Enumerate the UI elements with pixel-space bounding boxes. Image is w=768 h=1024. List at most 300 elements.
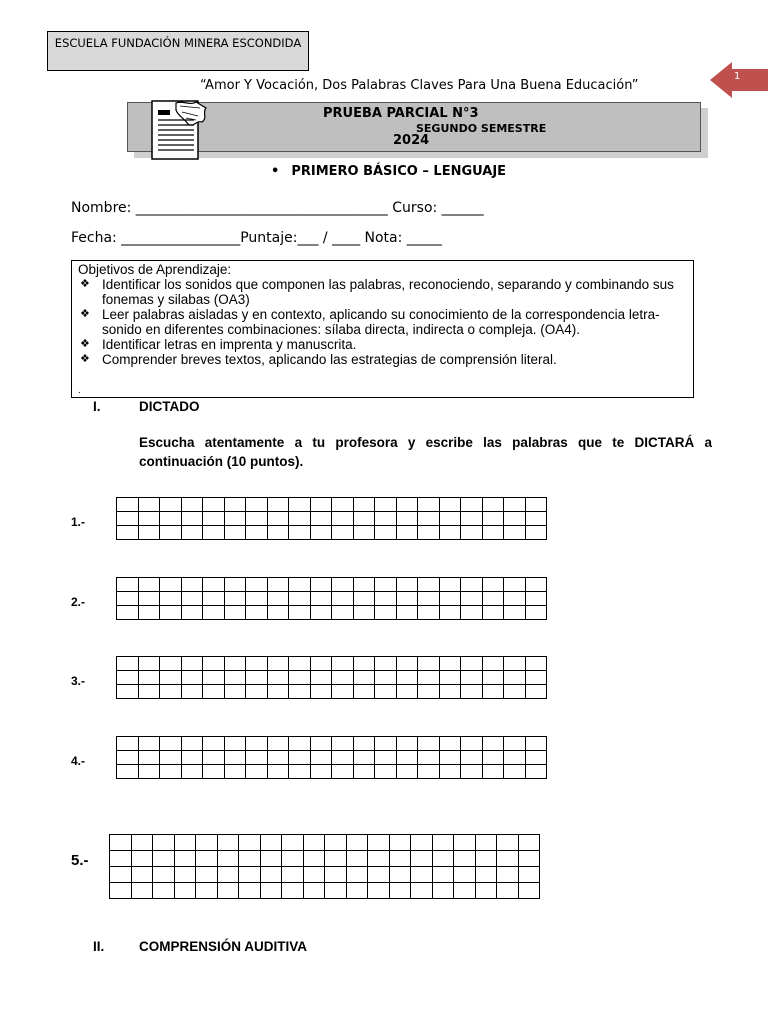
grid-cell[interactable] [346,867,368,883]
grid-cell[interactable] [396,751,418,765]
grid-cell[interactable] [368,883,390,899]
grid-cell[interactable] [246,498,268,512]
grid-cell[interactable] [246,685,268,699]
grid-cell[interactable] [375,606,397,620]
grid-cell[interactable] [418,685,440,699]
grid-cell[interactable] [454,835,476,851]
grid-cell[interactable] [181,751,203,765]
grid-cell[interactable] [332,765,354,779]
grid-cell[interactable] [482,751,504,765]
grid-cell[interactable] [217,883,239,899]
grid-cell[interactable] [310,671,332,685]
grid-cell[interactable] [196,851,218,867]
grid-cell[interactable] [181,685,203,699]
grid-cell[interactable] [138,657,160,671]
grid-cell[interactable] [504,751,526,765]
grid-cell[interactable] [160,578,182,592]
grid-cell[interactable] [396,685,418,699]
grid-cell[interactable] [138,498,160,512]
grid-cell[interactable] [289,512,311,526]
grid-cell[interactable] [196,867,218,883]
grid-cell[interactable] [411,835,433,851]
grid-cell[interactable] [224,765,246,779]
grid-cell[interactable] [131,883,153,899]
grid-cell[interactable] [482,657,504,671]
grid-cell[interactable] [375,592,397,606]
grid-cell[interactable] [310,737,332,751]
grid-cell[interactable] [246,737,268,751]
grid-cell[interactable] [353,606,375,620]
grid-cell[interactable] [368,867,390,883]
grid-cell[interactable] [239,835,261,851]
grid-cell[interactable] [310,751,332,765]
grid-cell[interactable] [117,685,139,699]
grid-cell[interactable] [454,851,476,867]
grid-cell[interactable] [239,851,261,867]
grid-cell[interactable] [289,526,311,540]
grid-cell[interactable] [504,606,526,620]
grid-cell[interactable] [196,883,218,899]
grid-cell[interactable] [138,765,160,779]
grid-cell[interactable] [174,851,196,867]
grid-cell[interactable] [375,765,397,779]
grid-cell[interactable] [282,835,304,851]
grid-cell[interactable] [267,578,289,592]
grid-cell[interactable] [289,592,311,606]
grid-cell[interactable] [181,606,203,620]
grid-cell[interactable] [217,835,239,851]
grid-cell[interactable] [497,851,519,867]
grid-cell[interactable] [396,606,418,620]
grid-cell[interactable] [396,592,418,606]
grid-cell[interactable] [439,526,461,540]
grid-cell[interactable] [461,512,483,526]
grid-cell[interactable] [138,751,160,765]
grid-cell[interactable] [504,657,526,671]
grid-cell[interactable] [353,671,375,685]
grid-cell[interactable] [504,685,526,699]
grid-cell[interactable] [375,512,397,526]
grid-cell[interactable] [138,512,160,526]
grid-cell[interactable] [461,657,483,671]
grid-cell[interactable] [160,498,182,512]
grid-cell[interactable] [117,512,139,526]
grid-cell[interactable] [375,737,397,751]
grid-cell[interactable] [389,867,411,883]
grid-cell[interactable] [353,751,375,765]
grid-cell[interactable] [461,592,483,606]
grid-cell[interactable] [375,526,397,540]
grid-cell[interactable] [217,851,239,867]
grid-cell[interactable] [518,867,540,883]
grid-cell[interactable] [160,526,182,540]
grid-cell[interactable] [346,851,368,867]
grid-cell[interactable] [117,592,139,606]
grid-cell[interactable] [461,685,483,699]
grid-cell[interactable] [375,671,397,685]
grid-cell[interactable] [432,851,454,867]
grid-cell[interactable] [196,835,218,851]
grid-cell[interactable] [310,657,332,671]
grid-cell[interactable] [117,737,139,751]
grid-cell[interactable] [267,737,289,751]
grid-cell[interactable] [181,737,203,751]
grid-cell[interactable] [396,737,418,751]
dictation-grid[interactable] [116,656,547,699]
grid-cell[interactable] [482,606,504,620]
grid-cell[interactable] [246,671,268,685]
grid-cell[interactable] [525,578,547,592]
dictation-grid[interactable] [109,834,540,899]
grid-cell[interactable] [203,685,225,699]
grid-cell[interactable] [153,867,175,883]
grid-cell[interactable] [439,751,461,765]
grid-cell[interactable] [368,835,390,851]
grid-cell[interactable] [310,526,332,540]
grid-cell[interactable] [518,835,540,851]
grid-cell[interactable] [246,592,268,606]
grid-cell[interactable] [203,606,225,620]
grid-cell[interactable] [260,883,282,899]
grid-cell[interactable] [482,512,504,526]
grid-cell[interactable] [461,751,483,765]
grid-cell[interactable] [117,526,139,540]
grid-cell[interactable] [267,592,289,606]
grid-cell[interactable] [389,883,411,899]
grid-cell[interactable] [131,867,153,883]
grid-cell[interactable] [418,498,440,512]
grid-cell[interactable] [117,751,139,765]
grid-cell[interactable] [310,592,332,606]
grid-cell[interactable] [375,657,397,671]
grid-cell[interactable] [353,578,375,592]
grid-cell[interactable] [246,526,268,540]
grid-cell[interactable] [454,867,476,883]
grid-cell[interactable] [332,512,354,526]
grid-cell[interactable] [411,883,433,899]
grid-cell[interactable] [203,765,225,779]
grid-cell[interactable] [525,765,547,779]
grid-cell[interactable] [131,835,153,851]
grid-cell[interactable] [353,512,375,526]
grid-cell[interactable] [289,765,311,779]
grid-cell[interactable] [418,765,440,779]
grid-cell[interactable] [418,737,440,751]
grid-cell[interactable] [181,512,203,526]
grid-cell[interactable] [181,526,203,540]
grid-cell[interactable] [267,671,289,685]
grid-cell[interactable] [224,671,246,685]
grid-cell[interactable] [310,498,332,512]
grid-cell[interactable] [138,737,160,751]
grid-cell[interactable] [289,737,311,751]
grid-cell[interactable] [289,657,311,671]
grid-cell[interactable] [375,751,397,765]
grid-cell[interactable] [246,606,268,620]
grid-cell[interactable] [475,851,497,867]
grid-cell[interactable] [332,592,354,606]
grid-cell[interactable] [375,498,397,512]
grid-cell[interactable] [282,851,304,867]
grid-cell[interactable] [332,685,354,699]
dictation-grid[interactable] [116,577,547,620]
grid-cell[interactable] [160,751,182,765]
grid-cell[interactable] [518,883,540,899]
grid-cell[interactable] [224,578,246,592]
grid-cell[interactable] [174,883,196,899]
grid-cell[interactable] [353,685,375,699]
grid-cell[interactable] [246,765,268,779]
grid-cell[interactable] [518,851,540,867]
grid-cell[interactable] [160,606,182,620]
grid-cell[interactable] [504,498,526,512]
grid-cell[interactable] [267,657,289,671]
grid-cell[interactable] [475,835,497,851]
grid-cell[interactable] [160,657,182,671]
grid-cell[interactable] [439,606,461,620]
grid-cell[interactable] [353,737,375,751]
grid-cell[interactable] [289,751,311,765]
grid-cell[interactable] [482,498,504,512]
grid-cell[interactable] [224,498,246,512]
grid-cell[interactable] [310,578,332,592]
grid-cell[interactable] [289,578,311,592]
grid-cell[interactable] [117,671,139,685]
grid-cell[interactable] [332,751,354,765]
grid-cell[interactable] [482,671,504,685]
grid-cell[interactable] [525,657,547,671]
grid-cell[interactable] [439,657,461,671]
grid-cell[interactable] [525,498,547,512]
grid-cell[interactable] [310,606,332,620]
dictation-grid[interactable] [116,497,547,540]
grid-cell[interactable] [353,765,375,779]
grid-cell[interactable] [239,883,261,899]
grid-cell[interactable] [411,851,433,867]
grid-cell[interactable] [217,867,239,883]
grid-cell[interactable] [174,867,196,883]
grid-cell[interactable] [439,737,461,751]
grid-cell[interactable] [303,883,325,899]
grid-cell[interactable] [267,526,289,540]
grid-cell[interactable] [346,835,368,851]
grid-cell[interactable] [396,578,418,592]
grid-cell[interactable] [282,867,304,883]
grid-cell[interactable] [482,737,504,751]
grid-cell[interactable] [475,883,497,899]
grid-cell[interactable] [439,578,461,592]
grid-cell[interactable] [439,765,461,779]
grid-cell[interactable] [224,606,246,620]
grid-cell[interactable] [353,498,375,512]
grid-cell[interactable] [246,657,268,671]
grid-cell[interactable] [396,671,418,685]
grid-cell[interactable] [138,526,160,540]
dictation-grid[interactable] [116,736,547,779]
grid-cell[interactable] [332,737,354,751]
grid-cell[interactable] [396,498,418,512]
grid-cell[interactable] [138,606,160,620]
grid-cell[interactable] [353,657,375,671]
grid-cell[interactable] [461,606,483,620]
grid-cell[interactable] [181,498,203,512]
grid-cell[interactable] [504,512,526,526]
grid-cell[interactable] [418,606,440,620]
grid-cell[interactable] [461,578,483,592]
grid-cell[interactable] [482,578,504,592]
grid-cell[interactable] [504,526,526,540]
grid-cell[interactable] [432,883,454,899]
grid-cell[interactable] [325,851,347,867]
grid-cell[interactable] [325,883,347,899]
grid-cell[interactable] [174,835,196,851]
grid-cell[interactable] [418,751,440,765]
grid-cell[interactable] [439,592,461,606]
grid-cell[interactable] [461,765,483,779]
grid-cell[interactable] [368,851,390,867]
grid-cell[interactable] [110,867,132,883]
grid-cell[interactable] [525,606,547,620]
grid-cell[interactable] [224,685,246,699]
grid-cell[interactable] [525,685,547,699]
grid-cell[interactable] [224,751,246,765]
grid-cell[interactable] [525,592,547,606]
grid-cell[interactable] [181,592,203,606]
grid-cell[interactable] [203,498,225,512]
grid-cell[interactable] [418,592,440,606]
grid-cell[interactable] [432,835,454,851]
grid-cell[interactable] [246,751,268,765]
grid-cell[interactable] [138,671,160,685]
grid-cell[interactable] [332,671,354,685]
grid-cell[interactable] [289,671,311,685]
grid-cell[interactable] [160,512,182,526]
grid-cell[interactable] [310,685,332,699]
grid-cell[interactable] [497,835,519,851]
grid-cell[interactable] [461,737,483,751]
grid-cell[interactable] [504,765,526,779]
grid-cell[interactable] [396,512,418,526]
grid-cell[interactable] [246,578,268,592]
grid-cell[interactable] [181,765,203,779]
grid-cell[interactable] [117,498,139,512]
grid-cell[interactable] [389,835,411,851]
grid-cell[interactable] [461,526,483,540]
grid-cell[interactable] [246,512,268,526]
fecha-puntaje-nota-field[interactable]: Fecha: _________________Puntaje:___ / ____ Nota: _____ [71,230,442,246]
grid-cell[interactable] [525,751,547,765]
grid-cell[interactable] [325,867,347,883]
grid-cell[interactable] [461,498,483,512]
grid-cell[interactable] [181,657,203,671]
grid-cell[interactable] [138,592,160,606]
grid-cell[interactable] [224,592,246,606]
grid-cell[interactable] [482,592,504,606]
grid-cell[interactable] [303,851,325,867]
grid-cell[interactable] [110,883,132,899]
grid-cell[interactable] [131,851,153,867]
grid-cell[interactable] [332,578,354,592]
grid-cell[interactable] [224,526,246,540]
grid-cell[interactable] [160,592,182,606]
grid-cell[interactable] [160,765,182,779]
grid-cell[interactable] [153,835,175,851]
grid-cell[interactable] [418,512,440,526]
grid-cell[interactable] [525,526,547,540]
grid-cell[interactable] [411,867,433,883]
grid-cell[interactable] [289,498,311,512]
grid-cell[interactable] [353,592,375,606]
grid-cell[interactable] [461,671,483,685]
grid-cell[interactable] [282,883,304,899]
grid-cell[interactable] [482,685,504,699]
grid-cell[interactable] [181,578,203,592]
grid-cell[interactable] [396,765,418,779]
grid-cell[interactable] [239,867,261,883]
grid-cell[interactable] [346,883,368,899]
grid-cell[interactable] [203,592,225,606]
grid-cell[interactable] [110,835,132,851]
grid-cell[interactable] [267,685,289,699]
grid-cell[interactable] [325,835,347,851]
grid-cell[interactable] [267,751,289,765]
grid-cell[interactable] [525,512,547,526]
grid-cell[interactable] [432,867,454,883]
grid-cell[interactable] [418,671,440,685]
grid-cell[interactable] [504,737,526,751]
grid-cell[interactable] [482,526,504,540]
grid-cell[interactable] [117,606,139,620]
grid-cell[interactable] [418,657,440,671]
grid-cell[interactable] [160,671,182,685]
grid-cell[interactable] [260,867,282,883]
grid-cell[interactable] [203,657,225,671]
grid-cell[interactable] [504,578,526,592]
nombre-curso-field[interactable]: Nombre: ____________________________________ Curso: ______ [71,200,484,216]
grid-cell[interactable] [454,883,476,899]
grid-cell[interactable] [439,498,461,512]
grid-cell[interactable] [303,867,325,883]
grid-cell[interactable] [203,751,225,765]
grid-cell[interactable] [332,606,354,620]
grid-cell[interactable] [224,657,246,671]
grid-cell[interactable] [289,606,311,620]
grid-cell[interactable] [439,685,461,699]
grid-cell[interactable] [153,883,175,899]
grid-cell[interactable] [160,737,182,751]
grid-cell[interactable] [353,526,375,540]
grid-cell[interactable] [267,512,289,526]
grid-cell[interactable] [504,671,526,685]
grid-cell[interactable] [332,498,354,512]
grid-cell[interactable] [289,685,311,699]
grid-cell[interactable] [153,851,175,867]
grid-cell[interactable] [138,685,160,699]
grid-cell[interactable] [375,578,397,592]
grid-cell[interactable] [332,526,354,540]
grid-cell[interactable] [117,765,139,779]
grid-cell[interactable] [525,671,547,685]
grid-cell[interactable] [439,512,461,526]
grid-cell[interactable] [160,685,182,699]
grid-cell[interactable] [203,737,225,751]
grid-cell[interactable] [497,883,519,899]
grid-cell[interactable] [224,512,246,526]
grid-cell[interactable] [110,851,132,867]
grid-cell[interactable] [418,578,440,592]
grid-cell[interactable] [117,657,139,671]
grid-cell[interactable] [224,737,246,751]
